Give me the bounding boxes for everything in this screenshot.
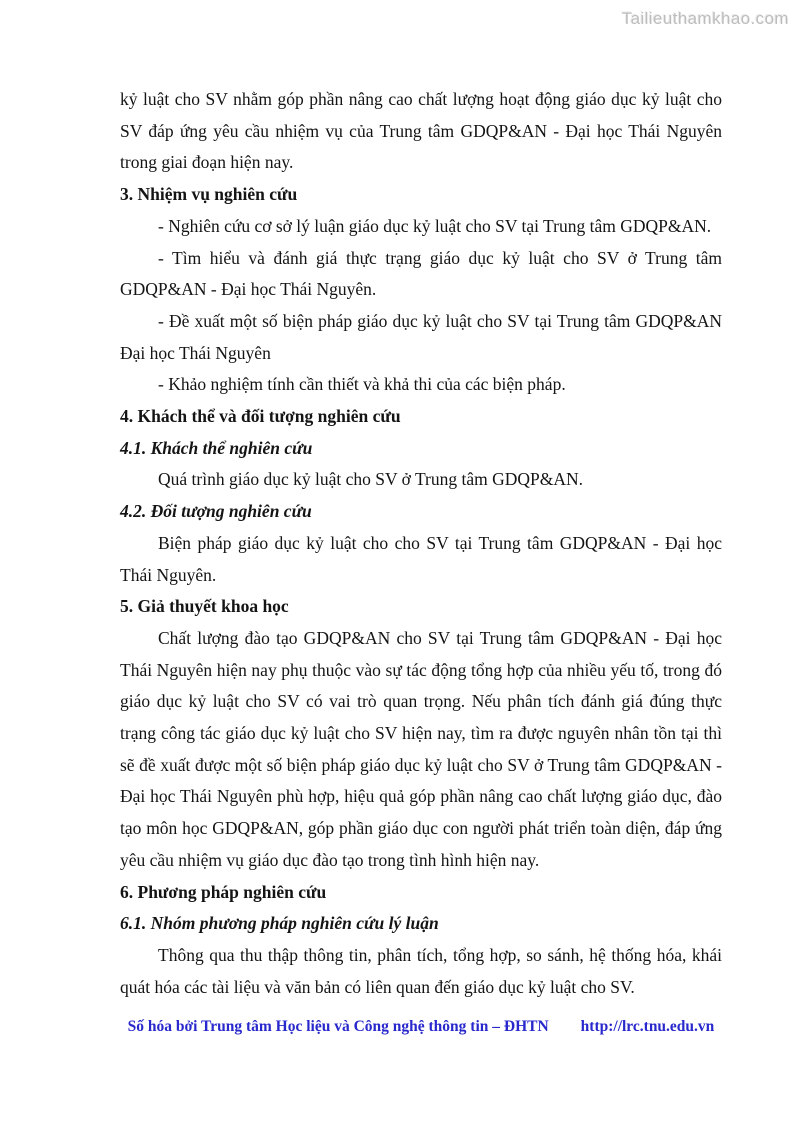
paragraph-continuation: kỷ luật cho SV nhằm góp phần nâng cao chất lượng hoạt động giáo dục kỷ luật cho SV đáp ứng yêu cầu nhiệm vụ của Trung tâm GDQP&AN - Đại học Thái Nguyên trong giai đoạn hiện nay.	[120, 89, 722, 173]
subsection-heading-4-1: 4.1. Khách thể nghiên cứu	[120, 437, 313, 458]
page-footer	[120, 1016, 722, 1038]
section-heading-6: 6. Phương pháp nghiên cứu	[120, 881, 327, 902]
paragraph-hypothesis: Chất lượng đào tạo GDQP&AN cho SV tại Trung tâm GDQP&AN - Đại học Thái Nguyên hiện nay phụ thuộc vào sự tác động tổng hợp của nhiều yếu tố, trong đó giáo dục kỷ luật cho SV có vai trò quan trọng. Nếu phân tích đánh giá đúng thực trạng công tác giáo dục kỷ luật cho SV hiện nay, tìm ra được nguyên nhân tồn tại thì sẽ đề xuất được một số biện pháp giáo dục kỷ luật cho SV ở Trung tâm GDQP&AN - Đại học Thái Nguyên phù hợp, hiệu quả góp phần nâng cao chất lượng giáo dục, đào tạo môn học GDQP&AN, góp phần giáo dục con người phát triển toàn diện, đáp ứng yêu cầu nhiệm vụ giáo dục đào tạo trong tình hình hiện nay.	[120, 627, 722, 870]
page-body	[120, 84, 722, 1003]
digitization-credit: Số hóa bởi Trung tâm Học liệu và Công nghệ thông tin – ĐHTN	[127, 1018, 549, 1035]
paragraph-4-2: Biện pháp giáo dục kỷ luật cho cho SV tại Trung tâm GDQP&AN - Đại học Thái Nguyên.	[120, 532, 722, 585]
paragraph-4-1: Quá trình giáo dục kỷ luật cho SV ở Trung tâm GDQP&AN.	[158, 469, 584, 490]
section-heading-5: 5. Giả thuyết khoa học	[120, 596, 289, 617]
subsection-heading-6-1: 6.1. Nhóm phương pháp nghiên cứu lý luận	[120, 913, 439, 934]
paragraph-6-1: Thông qua thu thập thông tin, phân tích, tổng hợp, so sánh, hệ thống hóa, khái quát hóa các tài liệu và văn bản có liên quan đến giáo dục kỷ luật cho SV.	[120, 944, 722, 997]
subsection-heading-4-2: 4.2. Đối tượng nghiên cứu	[120, 501, 312, 522]
section-heading-3: 3. Nhiệm vụ nghiên cứu	[120, 184, 298, 205]
task-item-2: - Tìm hiểu và đánh giá thực trạng giáo dục kỷ luật cho SV ở Trung tâm GDQP&AN - Đại học Thái Nguyên.	[120, 247, 722, 300]
task-item-3: - Đề xuất một số biện pháp giáo dục kỷ luật cho SV tại Trung tâm GDQP&AN Đại học Thái Nguyên	[120, 310, 722, 363]
watermark-tailieuthamkhao: Tailieuthamkhao.com	[621, 9, 789, 28]
footer-url-link[interactable]: http://lrc.tnu.edu.vn	[580, 1018, 715, 1035]
task-item-4: - Khảo nghiệm tính cần thiết và khả thi của các biện pháp.	[158, 374, 566, 395]
section-heading-4: 4. Khách thể và đối tượng nghiên cứu	[120, 406, 401, 427]
task-item-1: - Nghiên cứu cơ sở lý luận giáo dục kỷ luật cho SV tại Trung tâm GDQP&AN.	[158, 215, 712, 236]
